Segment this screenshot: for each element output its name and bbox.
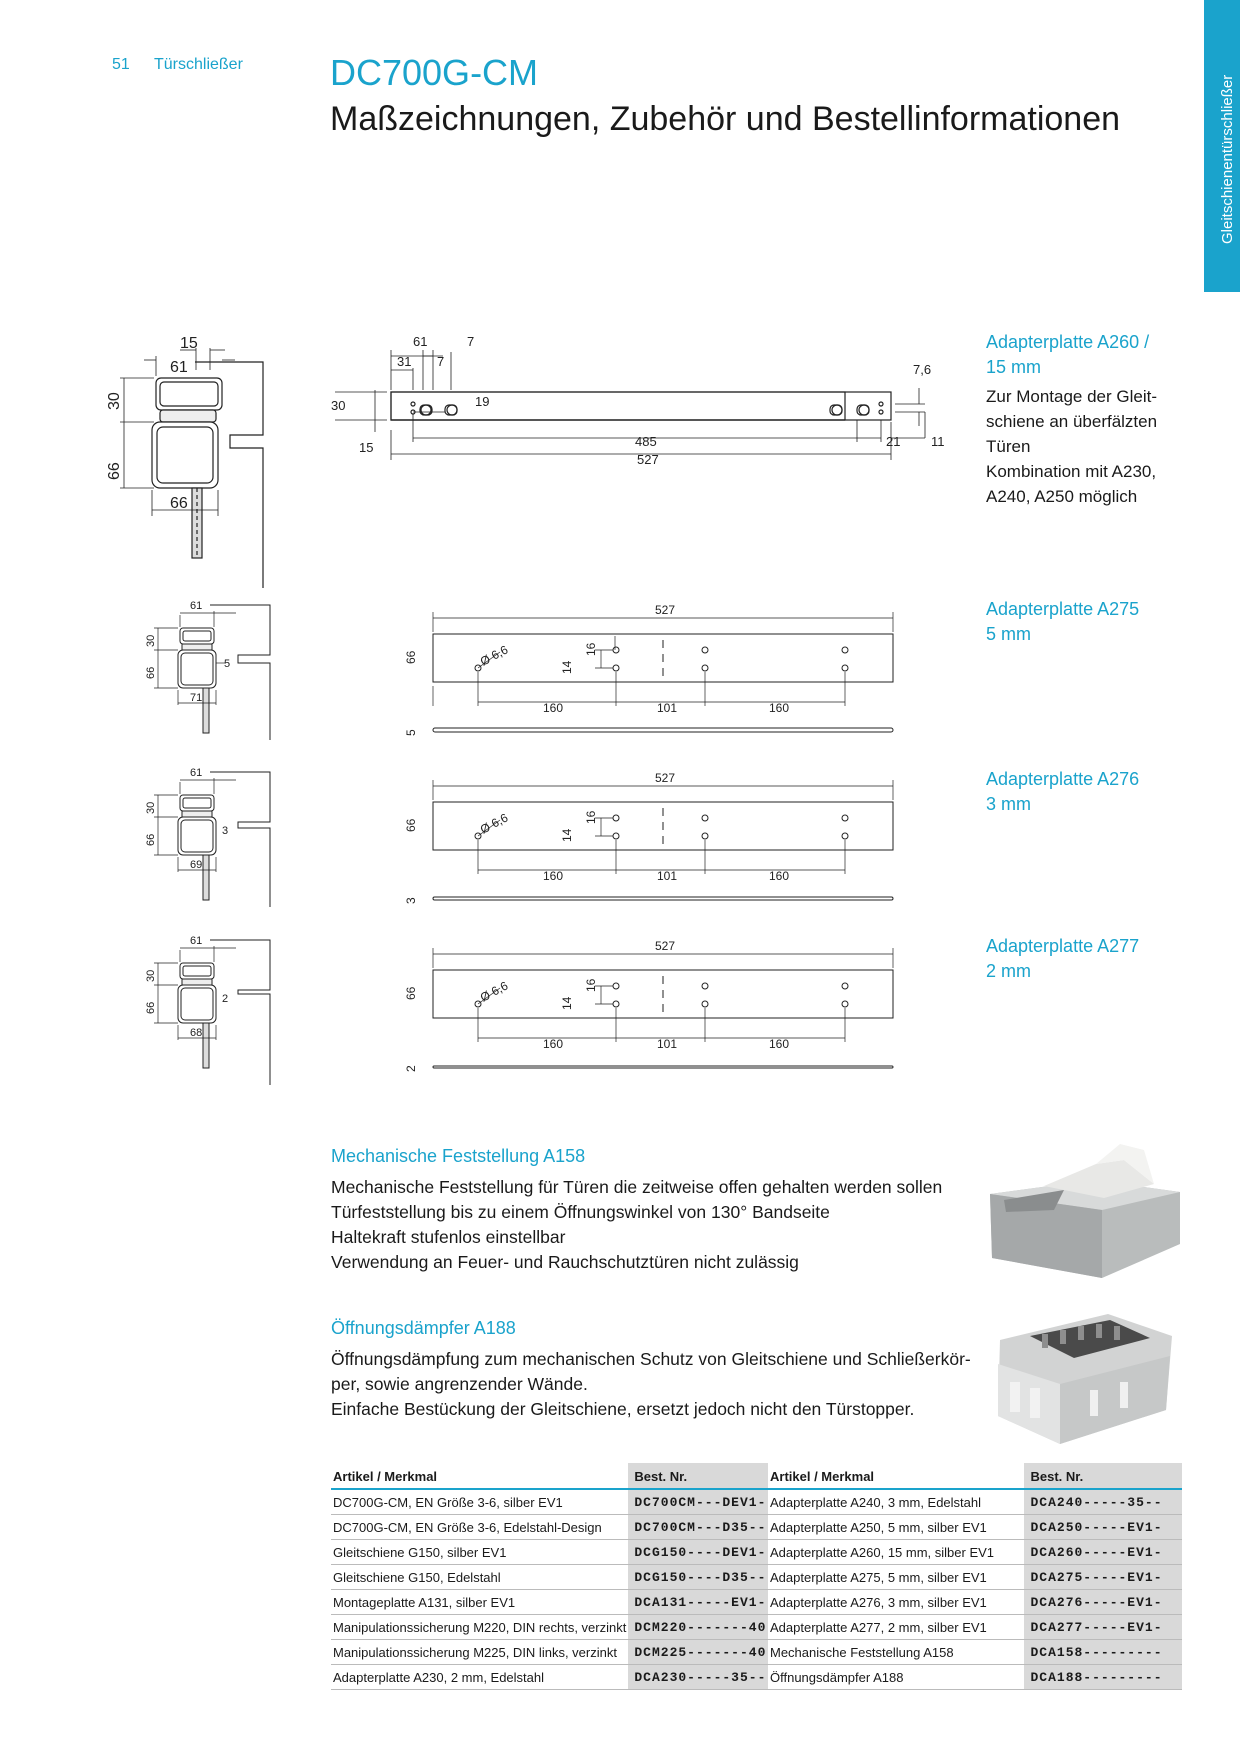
dim-14: 14 [560, 828, 574, 842]
article-cell: Gleitschiene G150, silber EV1 [331, 1540, 628, 1565]
dim-527: 527 [637, 452, 659, 467]
plate-drawing-a276 [395, 764, 905, 914]
dim-30: 30 [145, 801, 157, 814]
accessory-line: Türfeststellung bis zu einem Öffnungswinkel von 130° Bandseite [331, 1202, 830, 1222]
page-title: DC700G-CM [330, 52, 539, 93]
dim-101: 101 [657, 1037, 678, 1051]
feststellung-product-image [984, 1140, 1184, 1285]
accessory-title: Mechanische Feststellung A158 [331, 1146, 586, 1166]
order-number-cell: DCA131-----EV1- [628, 1590, 768, 1615]
dim-160: 160 [769, 869, 790, 883]
order-number-cell: DCA277-----EV1- [1024, 1615, 1182, 1640]
column-header-order-number: Best. Nr. [1024, 1463, 1182, 1489]
table-row [331, 1640, 768, 1665]
article-cell: Manipulationssicherung M225, DIN links, verzinkt [331, 1640, 628, 1665]
dim-diameter: Ø 6,6 [477, 642, 511, 669]
table-row [768, 1565, 1182, 1590]
article-cell: Manipulationssicherung M220, DIN rechts, verzinkt [331, 1615, 628, 1640]
order-number-cell: DCA240-----35-- [1024, 1489, 1182, 1515]
accessory-title: Öffnungsdämpfer A188 [331, 1318, 516, 1338]
dim-66: 66 [145, 1001, 157, 1014]
order-number-cell: DCA276-----EV1- [1024, 1590, 1182, 1615]
article-cell: Adapterplatte A240, 3 mm, Edelstahl [768, 1489, 1024, 1515]
column-header-article: Artikel / Merkmal [768, 1463, 1024, 1489]
dim-160: 160 [543, 869, 564, 883]
dim-66: 66 [145, 666, 157, 679]
dim-14: 14 [560, 660, 574, 674]
article-cell: Adapterplatte A250, 5 mm, silber EV1 [768, 1515, 1024, 1540]
adapter-title: Adapterplatte A275 [986, 599, 1140, 619]
dim-16: 16 [584, 642, 598, 656]
side-profile-drawing-a276 [140, 762, 290, 912]
column-header-article: Artikel / Merkmal [331, 1463, 628, 1489]
dim-adapter: 2 [222, 993, 229, 1005]
adapter-thickness: 3 mm [986, 794, 1031, 814]
adapter-title: Adapterplatte A277 [986, 936, 1140, 956]
table-row [331, 1489, 768, 1515]
page-subtitle: Maßzeichnungen, Zubehör und Bestellinformationen [330, 100, 1121, 138]
plate-drawing-a277 [395, 932, 905, 1082]
dim-thickness: 3 [404, 897, 418, 904]
table-row [768, 1665, 1182, 1690]
table-header-row [331, 1463, 768, 1489]
order-number-cell: DCA230-----35-- [628, 1665, 768, 1690]
adapter-title: Adapterplatte A276 [986, 769, 1140, 789]
side-tab-label: Gleitschienentürschließer [1219, 74, 1236, 244]
dim-adapter: 5 [224, 658, 231, 670]
order-number-cell: DC700CM---DEV1- [628, 1489, 768, 1515]
adapter-desc-line: Zur Montage der Gleit- [986, 387, 1158, 406]
adapter-a260-info [986, 330, 1186, 509]
table-row [768, 1515, 1182, 1540]
dim-7-top: 7 [467, 334, 475, 349]
dim-21: 21 [886, 434, 901, 449]
order-number-cell: DC700CM---D35-- [628, 1515, 768, 1540]
dim-160: 160 [769, 701, 790, 715]
table-row [768, 1540, 1182, 1565]
dim-30: 30 [331, 398, 346, 413]
dim-16: 16 [584, 978, 598, 992]
article-cell: Adapterplatte A276, 3 mm, silber EV1 [768, 1590, 1024, 1615]
order-table-left [331, 1463, 768, 1690]
dim-11: 11 [931, 434, 945, 449]
dim-width: 69 [190, 859, 203, 871]
accessory-a188 [331, 1318, 971, 1422]
dim-thickness: 2 [404, 1065, 418, 1072]
order-number-cell: DCA275-----EV1- [1024, 1565, 1182, 1590]
dim-61: 61 [190, 767, 203, 779]
dim-66: 66 [404, 818, 418, 832]
adapter-thickness: 2 mm [986, 961, 1031, 981]
dim-527: 527 [655, 939, 676, 953]
table-row [768, 1615, 1182, 1640]
order-number-cell: DCG150----D35-- [628, 1565, 768, 1590]
plate-drawing-a260 [325, 330, 965, 480]
table-row [768, 1640, 1182, 1665]
dim-101: 101 [657, 701, 678, 715]
article-cell: Öffnungsdämpfer A188 [768, 1665, 1024, 1690]
side-profile-drawing-a275 [140, 595, 290, 745]
dim-66: 66 [404, 650, 418, 664]
adapter-thickness: 5 mm [986, 624, 1031, 644]
order-number-cell: DCM220-------40 [628, 1615, 768, 1640]
article-cell: DC700G-CM, EN Größe 3-6, Edelstahl-Design [331, 1515, 628, 1540]
table-row [331, 1565, 768, 1590]
dim-30: 30 [106, 392, 123, 410]
article-cell: Montageplatte A131, silber EV1 [331, 1590, 628, 1615]
dim-61: 61 [190, 935, 203, 947]
dim-7: 7 [437, 354, 445, 369]
order-number-cell: DCA250-----EV1- [1024, 1515, 1182, 1540]
dim-66-horizontal: 66 [170, 495, 188, 512]
dim-66-vertical: 66 [106, 462, 123, 480]
table-row [331, 1540, 768, 1565]
accessory-line: Verwendung an Feuer- und Rauchschutztüren nicht zulässig [331, 1252, 799, 1272]
dim-30: 30 [145, 969, 157, 982]
dim-thickness: 5 [404, 729, 418, 736]
adapter-desc-line: Türen [986, 437, 1031, 456]
column-header-order-number: Best. Nr. [628, 1463, 768, 1489]
dim-diameter: Ø 6,6 [477, 978, 511, 1005]
adapter-desc-line: Kombination mit A230, [986, 462, 1157, 481]
dim-61: 61 [170, 359, 188, 376]
dim-adapter: 3 [222, 825, 229, 837]
page-number: 51 [112, 56, 130, 73]
dim-61: 61 [413, 334, 428, 349]
dim-527: 527 [655, 771, 676, 785]
accessory-line: per, sowie angrenzender Wände. [331, 1374, 588, 1394]
table-header-row [768, 1463, 1182, 1489]
accessory-a158 [331, 1146, 971, 1275]
dim-16: 16 [584, 810, 598, 824]
dim-66: 66 [145, 833, 157, 846]
order-number-cell: DCA158--------- [1024, 1640, 1182, 1665]
table-row [768, 1590, 1182, 1615]
dim-160: 160 [543, 701, 564, 715]
article-cell: Adapterplatte A260, 15 mm, silber EV1 [768, 1540, 1024, 1565]
article-cell: Gleitschiene G150, Edelstahl [331, 1565, 628, 1590]
dim-485: 485 [635, 434, 657, 449]
dim-width: 71 [190, 692, 203, 704]
table-row [331, 1590, 768, 1615]
order-number-cell: DCG150----DEV1- [628, 1540, 768, 1565]
dim-15: 15 [180, 335, 198, 352]
adapter-desc-line: A240, A250 möglich [986, 487, 1138, 506]
dim-160: 160 [543, 1037, 564, 1051]
section-label: Türschließer [154, 56, 243, 73]
dim-101: 101 [657, 869, 678, 883]
article-cell: DC700G-CM, EN Größe 3-6, silber EV1 [331, 1489, 628, 1515]
adapter-title: Adapterplatte A260 / [986, 332, 1150, 352]
plate-drawing-a275 [395, 596, 905, 746]
order-number-cell: DCM225-------40 [628, 1640, 768, 1665]
dim-66: 66 [404, 986, 418, 1000]
dim-14: 14 [560, 996, 574, 1010]
dim-7-6: 7,6 [913, 362, 932, 377]
dim-30: 30 [145, 634, 157, 647]
accessory-line: Haltekraft stufenlos einstellbar [331, 1227, 566, 1247]
order-number-cell: DCA260-----EV1- [1024, 1540, 1182, 1565]
dim-527: 527 [655, 603, 676, 617]
side-tab [1204, 0, 1240, 292]
adapter-a276-info [986, 767, 1139, 817]
side-profile-drawing-a277 [140, 930, 290, 1090]
article-cell: Adapterplatte A230, 2 mm, Edelstahl [331, 1665, 628, 1690]
accessory-line: Einfache Bestückung der Gleitschiene, ersetzt jedoch nicht den Türstopper. [331, 1399, 915, 1419]
order-table-right [768, 1463, 1182, 1690]
dim-diameter: Ø 6,6 [477, 810, 511, 837]
daempfer-product-image [990, 1306, 1180, 1456]
adapter-a275-info [986, 597, 1139, 647]
accessory-line: Öffnungsdämpfung zum mechanischen Schutz von Gleitschiene und Schließerkör- [331, 1349, 971, 1369]
article-cell: Adapterplatte A275, 5 mm, silber EV1 [768, 1565, 1024, 1590]
accessory-line: Mechanische Feststellung für Türen die zeitweise offen gehalten werden sollen [331, 1177, 943, 1197]
order-number-cell: DCA188--------- [1024, 1665, 1182, 1690]
adapter-thickness: 15 mm [986, 357, 1042, 377]
adapter-desc-line: schiene an überfälzten [986, 412, 1158, 431]
article-cell: Adapterplatte A277, 2 mm, silber EV1 [768, 1615, 1024, 1640]
dim-31: 31 [397, 354, 412, 369]
table-row [331, 1515, 768, 1540]
dim-160: 160 [769, 1037, 790, 1051]
table-row [768, 1489, 1182, 1515]
article-cell: Mechanische Feststellung A158 [768, 1640, 1024, 1665]
table-row [331, 1665, 768, 1690]
table-row [331, 1615, 768, 1640]
dim-61: 61 [190, 600, 203, 612]
dim-19: 19 [475, 394, 490, 409]
dim-15: 15 [359, 440, 374, 455]
dim-width: 68 [190, 1027, 203, 1039]
side-profile-drawing-a260 [100, 330, 300, 600]
adapter-a277-info [986, 934, 1139, 984]
